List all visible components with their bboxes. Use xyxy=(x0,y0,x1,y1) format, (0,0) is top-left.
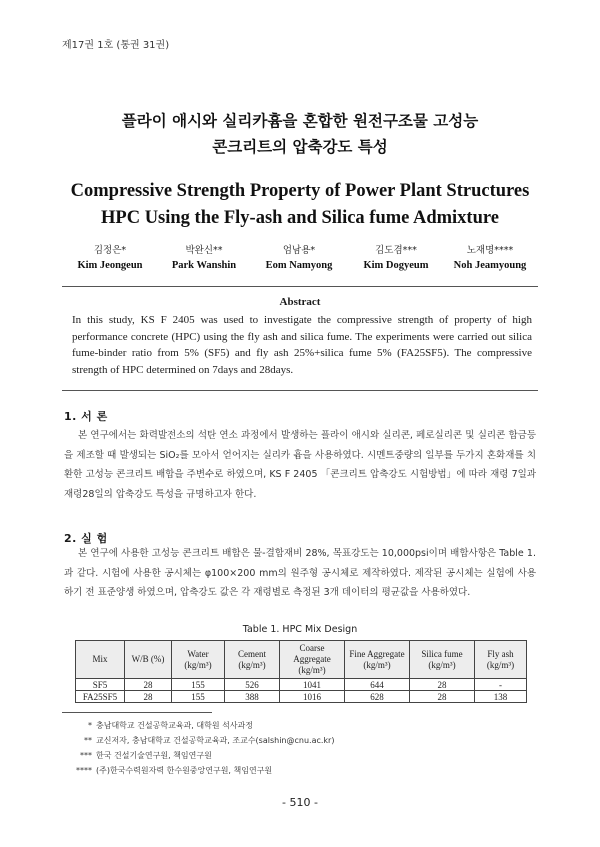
author-english-name: Noh Jeamyoung xyxy=(453,260,527,271)
author-4 xyxy=(346,244,446,274)
col-header-wb: W/B (%) xyxy=(125,641,172,679)
footnotes xyxy=(62,718,532,778)
table-cell: 1041 xyxy=(280,679,345,691)
footnote-text: (주)한국수력원자력 한수원중앙연구원, 책임연구원 xyxy=(96,766,273,775)
footnote-text: 한국 건설기술연구원, 책임연구원 xyxy=(96,751,212,760)
journal-issue-header: 제17권 1호 (통권 31권) xyxy=(62,40,170,51)
table-cell: 628 xyxy=(345,691,410,703)
author-3 xyxy=(249,244,349,274)
abstract-top-rule xyxy=(62,286,538,287)
author-list xyxy=(0,244,600,276)
col-header-fly-ash: Fly ash (kg/m³) xyxy=(475,641,527,679)
table-caption: Table 1. HPC Mix Design xyxy=(242,624,358,635)
table-cell: 526 xyxy=(225,679,280,691)
korean-title-line2: 콘크리트의 압축강도 특성 xyxy=(212,138,388,156)
abstract-text: In this study, KS F 2405 was used to investigate the compressive strength of property of high performance concrete (HPC) using the fly ash and silica fume. The experiments were carried out silica fume-binder ratio from 5% (SF5) and fly ash 25%+silica fume 5% (FA25SF5). The compressive strength of HPC determined on 7days and 28days. xyxy=(72,314,532,376)
table-cell: 155 xyxy=(172,679,225,691)
table-cell: 155 xyxy=(172,691,225,703)
author-english-name: Kim Dogyeum xyxy=(363,260,429,271)
author-korean-name: 김도겸*** xyxy=(375,245,417,256)
footnote-marker: *** xyxy=(80,751,92,760)
author-korean-name: 엄남용* xyxy=(282,245,316,256)
author-english-name: Park Wanshin xyxy=(171,260,237,271)
col-header-mix: Mix xyxy=(76,641,125,679)
author-2 xyxy=(154,244,254,274)
table-cell: 138 xyxy=(475,691,527,703)
table-cell: 28 xyxy=(410,691,475,703)
col-header-water: Water (kg/m³) xyxy=(172,641,225,679)
table-header-row xyxy=(76,641,527,679)
table-cell: 28 xyxy=(410,679,475,691)
table-cell: - xyxy=(475,679,527,691)
footnote-3 xyxy=(62,748,532,763)
author-english-name: Kim Jeongeun xyxy=(77,260,143,271)
footnote-marker: **** xyxy=(76,766,92,775)
col-header-coarse-aggregate: Coarse Aggregate (kg/m³) xyxy=(280,641,345,679)
footnote-text: 충남대학교 건설공학교육과, 대학원 석사과정 xyxy=(96,721,254,730)
table-row xyxy=(76,691,527,703)
author-5 xyxy=(440,244,540,274)
author-english-name: Eom Namyong xyxy=(265,260,333,271)
col-header-silica-fume: Silica fume (kg/m³) xyxy=(410,641,475,679)
author-1 xyxy=(60,244,160,274)
footnote-marker: ** xyxy=(84,736,92,745)
korean-title-line1: 플라이 애시와 실리카흄을 혼합한 원전구조물 고성능 xyxy=(121,112,479,130)
page-number: - 510 - xyxy=(282,796,318,809)
section-1-heading: 1. 서 론 xyxy=(64,410,108,423)
table-cell: 388 xyxy=(225,691,280,703)
footnote-4 xyxy=(62,763,532,778)
footnote-marker: * xyxy=(88,721,92,730)
footnote-2 xyxy=(62,733,532,748)
table-cell: 644 xyxy=(345,679,410,691)
table-cell: FA25SF5 xyxy=(76,691,125,703)
section-2-heading: 2. 실 험 xyxy=(64,532,108,545)
author-korean-name: 노재명**** xyxy=(466,245,514,256)
author-korean-name: 박완신** xyxy=(185,245,223,256)
mix-design-table xyxy=(75,640,527,703)
abstract-bottom-rule xyxy=(62,390,538,391)
section-2-paragraph: 본 연구에 사용한 고성능 콘크리트 배합은 물-결합재비 28%, 목표강도는 10,000psi이며 배합사항은 Table 1.과 같다. 시험에 사용한 공시체는 φ100×200 mm의 원주형 공시체로 제작하였다. 제작된 공시체는 실험에 사용하기 전 표준양생 하였으며, 압축강도 값은 각 재령별로 측정된 3개 데이터의 평균값을 사용하였다. xyxy=(64,548,536,599)
table-row xyxy=(76,679,527,691)
section-1-paragraph: 본 연구에서는 화력발전소의 석탄 연소 과정에서 발생하는 플라이 애시와 실리콘, 페로실리콘 및 실리콘 합금등을 제조할 때 발생되는 SiO₂를 모아서 얻어지는 실리카 흄을 사용하였다. 시멘트중량의 일부를 두가지 혼화재를 치환한 고성능 콘크리트 배합을 주변수로 하였으며, KS F 2405 「콘크리트 압축강도 시험방법」에 따라 재령 7일과 재령28일의 압축강도 특성을 규명하고자 한다. xyxy=(64,430,536,501)
footnote-1 xyxy=(62,718,532,733)
col-header-fine-aggregate: Fine Aggregate (kg/m³) xyxy=(345,641,410,679)
table-cell: 28 xyxy=(125,691,172,703)
col-header-cement: Cement (kg/m³) xyxy=(225,641,280,679)
english-title-line1: Compressive Strength Property of Power Plant Structures xyxy=(70,181,530,201)
footnote-rule xyxy=(62,712,212,713)
abstract-heading: Abstract xyxy=(279,296,321,308)
table-cell: SF5 xyxy=(76,679,125,691)
author-korean-name: 김정은* xyxy=(93,245,127,256)
footnote-text: 교신저자, 충남대학교 건설공학교육과, 조교수(salshin@cnu.ac.kr) xyxy=(96,736,335,745)
table-cell: 28 xyxy=(125,679,172,691)
table-cell: 1016 xyxy=(280,691,345,703)
english-title-line2: HPC Using the Fly-ash and Silica fume Admixture xyxy=(101,208,499,228)
